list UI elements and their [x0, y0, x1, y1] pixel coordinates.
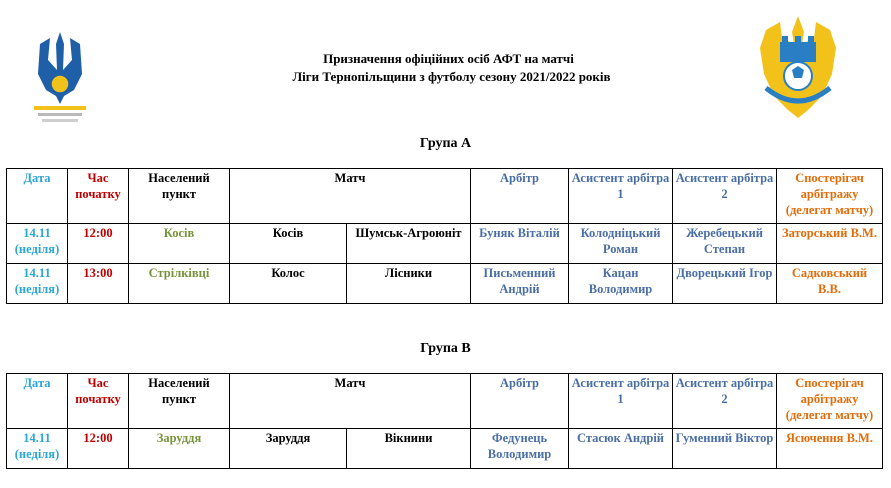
col-header-assistant1: Асистент арбітра 1: [569, 374, 673, 429]
cell-away-team: Вікнини: [347, 429, 471, 469]
col-header-referee: Арбітр: [471, 169, 569, 224]
group-b-title: Група В: [420, 341, 471, 356]
cell-place: Косів: [129, 224, 230, 264]
col-header-place: Населений пункт: [129, 169, 230, 224]
col-header-observer: Спостерігач арбітражу (делегат матчу): [777, 374, 883, 429]
cell-date: 14.11 (неділя): [7, 264, 68, 304]
cell-observer: Ясючення В.М.: [777, 429, 883, 469]
col-header-assistant1: Асистент арбітра 1: [569, 169, 673, 224]
table-row: [7, 224, 883, 264]
col-header-assistant2: Асистент арбітра 2: [673, 374, 777, 429]
cell-referee: Буняк Віталій: [471, 224, 569, 264]
header-line-2: Ліги Тернопільщини з футболу сезону 2021/2022 років: [292, 69, 611, 84]
cell-date: 14.11 (неділя): [7, 429, 68, 469]
cell-assistant2: Гуменний Віктор: [673, 429, 777, 469]
cell-referee: Федунець Володимир: [471, 429, 569, 469]
cell-home-team: Колос: [230, 264, 347, 304]
table-header-row: [7, 374, 883, 429]
cell-assistant2: Дворецький Ігор: [673, 264, 777, 304]
cell-assistant1: Стасюк Андрій: [569, 429, 673, 469]
table-row: [7, 264, 883, 304]
table-header-row: [7, 169, 883, 224]
cell-date: 14.11 (неділя): [7, 224, 68, 264]
col-header-observer: Спостерігач арбітражу (делегат матчу): [777, 169, 883, 224]
cell-home-team: Заруддя: [230, 429, 347, 469]
cell-observer: Садковський В.В.: [777, 264, 883, 304]
col-header-referee: Арбітр: [471, 374, 569, 429]
group-b-table: [6, 373, 883, 469]
cell-time: 12:00: [68, 429, 129, 469]
cell-time: 12:00: [68, 224, 129, 264]
col-header-time: Час початку: [68, 374, 129, 429]
table-row: [7, 429, 883, 469]
cell-home-team: Косів: [230, 224, 347, 264]
col-header-date: Дата: [7, 169, 68, 224]
col-header-date: Дата: [7, 374, 68, 429]
cell-referee: Письменний Андрій: [471, 264, 569, 304]
col-header-match: Матч: [230, 374, 471, 429]
cell-away-team: Лісники: [347, 264, 471, 304]
cell-assistant1: Кацан Володимир: [569, 264, 673, 304]
col-header-place: Населений пункт: [129, 374, 230, 429]
cell-away-team: Шумськ-Агроюніт: [347, 224, 471, 264]
cell-observer: Заторський В.М.: [777, 224, 883, 264]
cell-place: Заруддя: [129, 429, 230, 469]
header-line-1: Призначення офіційних осіб АФТ на матчі: [323, 51, 574, 66]
group-a-table: [6, 168, 883, 304]
cell-assistant2: Жеребецький Степан: [673, 224, 777, 264]
cell-time: 13:00: [68, 264, 129, 304]
col-header-match: Матч: [230, 169, 471, 224]
cell-place: Стрілківці: [129, 264, 230, 304]
col-header-time: Час початку: [68, 169, 129, 224]
cell-assistant1: Колодніцький Роман: [569, 224, 673, 264]
group-a-title: Група А: [419, 136, 472, 151]
document-header: [0, 50, 891, 86]
col-header-assistant2: Асистент арбітра 2: [673, 169, 777, 224]
